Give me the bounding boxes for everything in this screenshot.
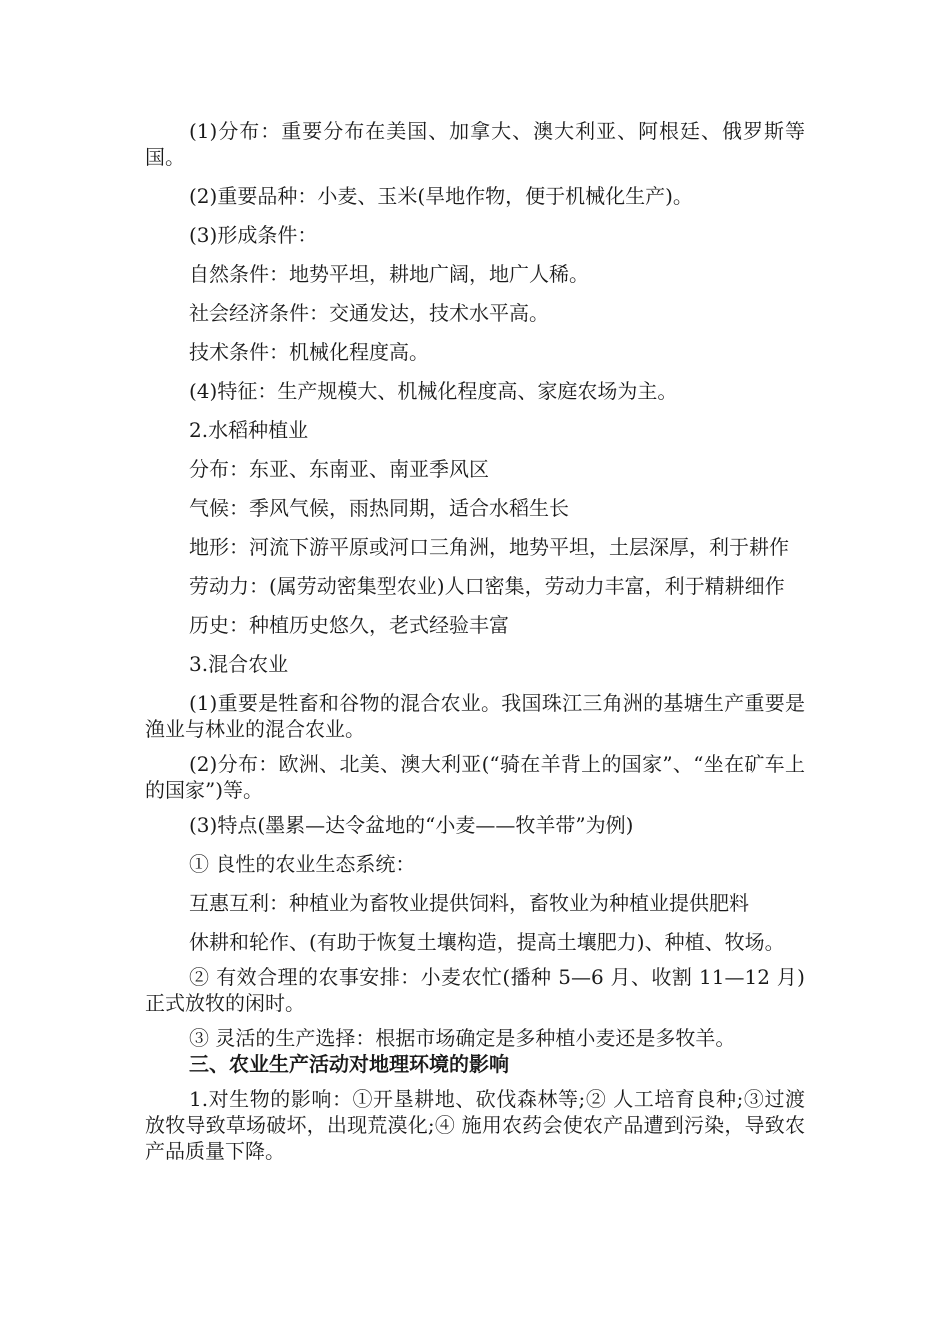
paragraph-rice-history: 历史：种植历史悠久，老式经验丰富 xyxy=(189,613,509,637)
paragraph-socioeconomic-conditions: 社会经济条件：交通发达，技术水平高。 xyxy=(189,301,549,325)
paragraph-mixed-definition: (1)重要是牲畜和谷物的混合农业。我国珠江三角洲的基塘生产重要是渔业与林业的混合农业。 xyxy=(145,691,805,741)
paragraph-rice-distribution: 分布：东亚、东南亚、南亚季风区 xyxy=(189,457,489,481)
section-mixed-farming: 3.混合农业 xyxy=(189,652,289,676)
paragraph-conditions: (3)形成条件： xyxy=(189,223,318,247)
paragraph-technical-conditions: 技术条件：机械化程度高。 xyxy=(189,340,429,364)
paragraph-production-choice: ③ 灵活的生产选择：根据市场确定是多种植小麦还是多牧羊。 xyxy=(189,1026,736,1050)
paragraph-mixed-distribution: (2)分布：欧洲、北美、澳大利亚(“骑在羊背上的国家”、“坐在矿车上的国家”)等。 xyxy=(145,752,805,802)
paragraph-mutual-benefit: 互惠互利：种植业为畜牧业提供饲料，畜牧业为种植业提供肥料 xyxy=(189,891,749,915)
paragraph-rice-labor: 劳动力：(属劳动密集型农业)人口密集，劳动力丰富，利于精耕细作 xyxy=(189,574,785,598)
document-body xyxy=(145,118,805,1164)
section-rice-farming: 2.水稻种植业 xyxy=(189,418,309,442)
paragraph-rice-climate: 气候：季风气候，雨热同期，适合水稻生长 xyxy=(189,496,569,520)
paragraph-rice-terrain: 地形：河流下游平原或河口三角洲，地势平坦，土层深厚，利于耕作 xyxy=(189,535,789,559)
paragraph-distribution: (1)分布：重要分布在美国、加拿大、澳大利亚、阿根廷、俄罗斯等国。 xyxy=(145,119,805,169)
paragraph-mixed-features: (3)特点(墨累—达令盆地的“小麦——牧羊带”为例) xyxy=(189,813,634,837)
paragraph-varieties: (2)重要品种：小麦、玉米(旱地作物，便于机械化生产)。 xyxy=(189,184,693,208)
section-heading-environment-impact: 三、农业生产活动对地理环境的影响 xyxy=(189,1052,509,1076)
paragraph-eco-system: ① 良性的农业生态系统： xyxy=(189,852,416,876)
paragraph-farm-schedule: ② 有效合理的农事安排：小麦农忙(播种 5—6 月、收割 11—12 月)正式放牧的闲时。 xyxy=(145,965,805,1015)
paragraph-fallow-rotation: 休耕和轮作、(有助于恢复土壤构造，提高土壤肥力)、种植、牧场。 xyxy=(189,930,785,954)
paragraph-features: (4)特征：生产规模大、机械化程度高、家庭农场为主。 xyxy=(189,379,678,403)
paragraph-biological-impact: 1.对生物的影响：①开垦耕地、砍伐森林等;② 人工培育良种;③过渡放牧导致草场破坏，出现荒漠化;④ 施用农药会使农产品遭到污染，导致农产品质量下降。 xyxy=(145,1087,805,1163)
paragraph-natural-conditions: 自然条件：地势平坦，耕地广阔，地广人稀。 xyxy=(189,262,589,286)
